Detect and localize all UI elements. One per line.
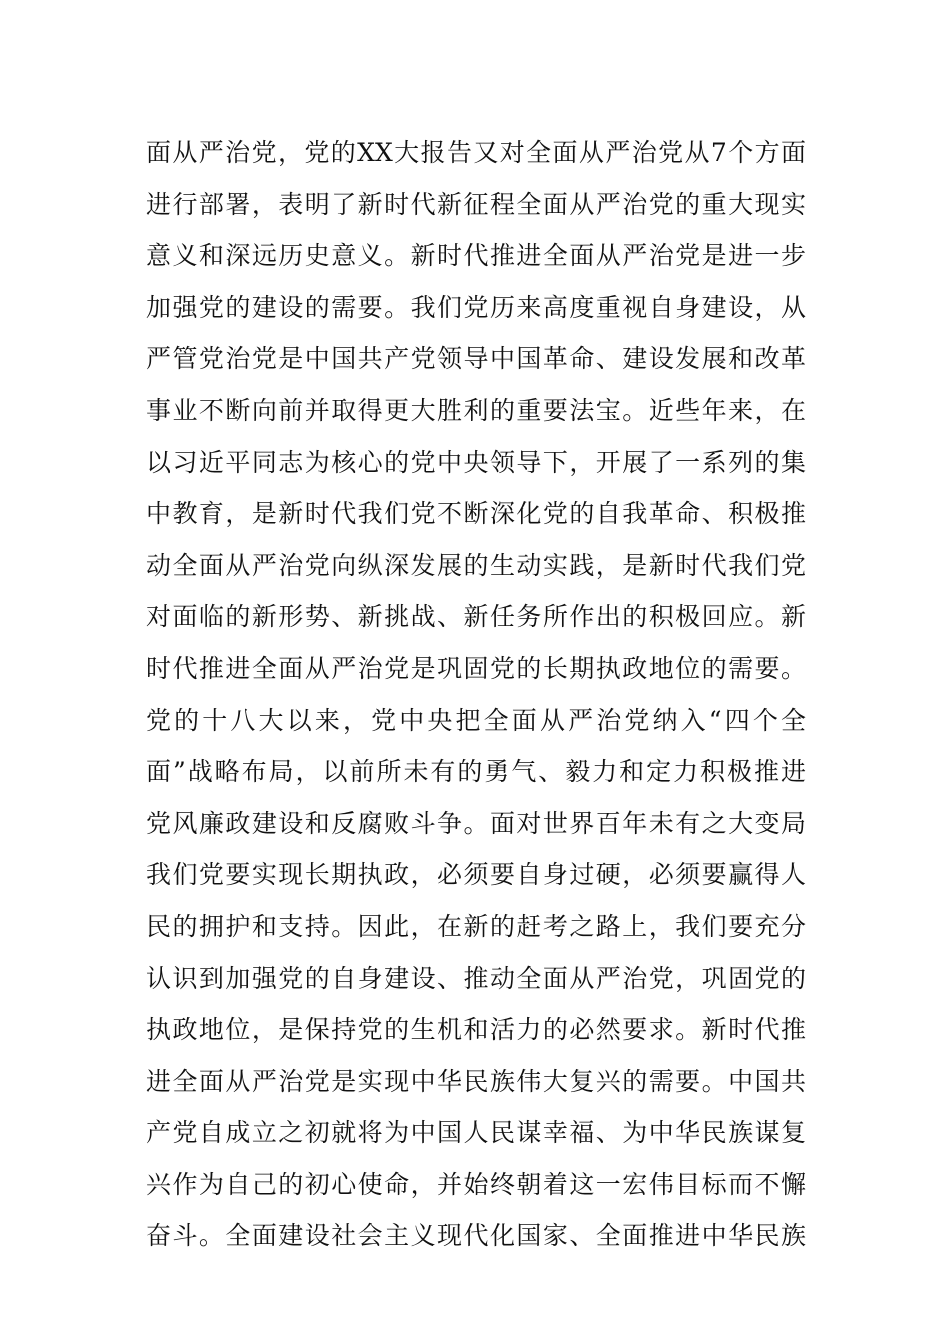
text-line: 面”战略布局，以前所未有的勇气、毅力和定力积极推进 [146,757,806,787]
text-line: 党风廉政建设和反腐败斗争。面对世界百年未有之大变局 [146,808,806,838]
text-line: 民的拥护和支持。因此，在新的赶考之路上，我们要充分 [146,911,806,941]
text-line: 时代推进全面从严治党是巩固党的长期执政地位的需要。 [146,653,806,683]
text-line: 对面临的新形势、新挑战、新任务所作出的积极回应。新 [146,602,806,632]
text-line: 进全面从严治党是实现中华民族伟大复兴的需要。中国共 [146,1066,806,1096]
text-line: 我们党要实现长期执政，必须要自身过硬，必须要赢得人 [146,860,806,890]
text-line: 执政地位，是保持党的生机和活力的必然要求。新时代推 [146,1015,806,1045]
text-line: 党的十八大以来，党中央把全面从严治党纳入“四个全 [146,705,806,735]
text-line: 事业不断向前并取得更大胜利的重要法宝。近些年来，在 [146,395,806,425]
text-line: 奋斗。全面建设社会主义现代化国家、全面推进中华民族 [146,1221,806,1251]
text-line: 面从严治党，党的XX大报告又对全面从严治党从7个方面 [146,138,806,167]
text-line: 以习近平同志为核心的党中央领导下，开展了一系列的集 [146,447,806,477]
text-line: 严管党治党是中国共产党领导中国革命、建设发展和改革 [146,344,806,374]
text-line: 意义和深远历史意义。新时代推进全面从严治党是进一步 [146,241,806,271]
text-line: 产党自成立之初就将为中国人民谋幸福、为中华民族谋复 [146,1118,806,1148]
text-line: 动全面从严治党向纵深发展的生动实践，是新时代我们党 [146,550,806,580]
text-line: 中教育，是新时代我们党不断深化党的自我革命、积极推 [146,499,806,529]
body-text [146,127,806,1262]
text-line: 兴作为自己的初心使命，并始终朝着这一宏伟目标而不懈 [146,1169,806,1199]
text-line: 认识到加强党的自身建设、推动全面从严治党，巩固党的 [146,963,806,993]
text-line: 进行部署，表明了新时代新征程全面从严治党的重大现实 [146,189,806,219]
text-line: 加强党的建设的需要。我们党历来高度重视自身建设，从 [146,292,806,322]
